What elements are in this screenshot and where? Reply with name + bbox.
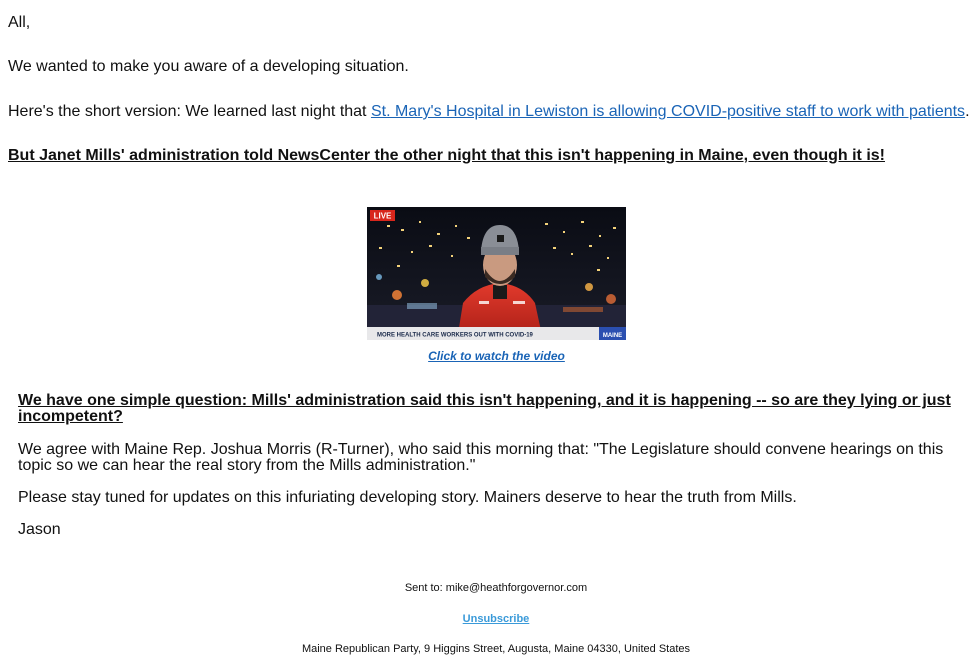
short-version-line (8, 102, 970, 121)
mailing-address: Maine Republican Party, 9 Higgins Street, Augusta, Maine 04330, United States (301, 643, 691, 655)
stay-tuned-paragraph: Please stay tuned for updates on this infuriating developing story. Mainers deserve to hear the truth from Mills. (18, 489, 797, 506)
station-logo-text: MAINE (602, 333, 623, 339)
video-caption (367, 349, 626, 363)
live-badge-text: LIVE (373, 211, 392, 221)
signature: Jason (18, 521, 61, 538)
email-body-bottom (18, 392, 963, 538)
greeting: All, (8, 14, 31, 31)
ticker-text: MORE HEALTH CARE WORKERS OUT WITH COVID-19 (377, 332, 533, 339)
sent-to-line: Sent to: mike@heathforgovernor.com (404, 582, 588, 594)
question-title: We have one simple question: Mills' administration said this isn't happening, and it is happening -- so are they lying or just incompetent? (18, 392, 951, 425)
video-thumbnail[interactable] (367, 207, 626, 340)
video-thumbnail-link[interactable] (367, 207, 626, 340)
unsubscribe-line (0, 613, 978, 625)
bold-claim-line: But Janet Mills' administration told NewsCenter the other night that this isn't happening in Maine, even though it is! (8, 147, 885, 164)
aware-line: We wanted to make you aware of a developing situation. (8, 58, 409, 75)
hospital-article-link[interactable]: St. Mary's Hospital in Lewiston is allowing COVID-positive staff to work with patients (370, 103, 966, 120)
unsubscribe-link[interactable]: Unsubscribe (462, 613, 530, 625)
short-version-prefix: Here's the short version: We learned last night that (8, 103, 371, 120)
agree-paragraph: We agree with Maine Rep. Joshua Morris (R-Turner), who said this morning that: "The Legislature should convene hearings on this topic so we can hear the real story from the Mills administration." (18, 441, 944, 474)
short-version-suffix: . (965, 103, 970, 120)
watch-video-link[interactable]: Click to watch the video (428, 349, 565, 363)
